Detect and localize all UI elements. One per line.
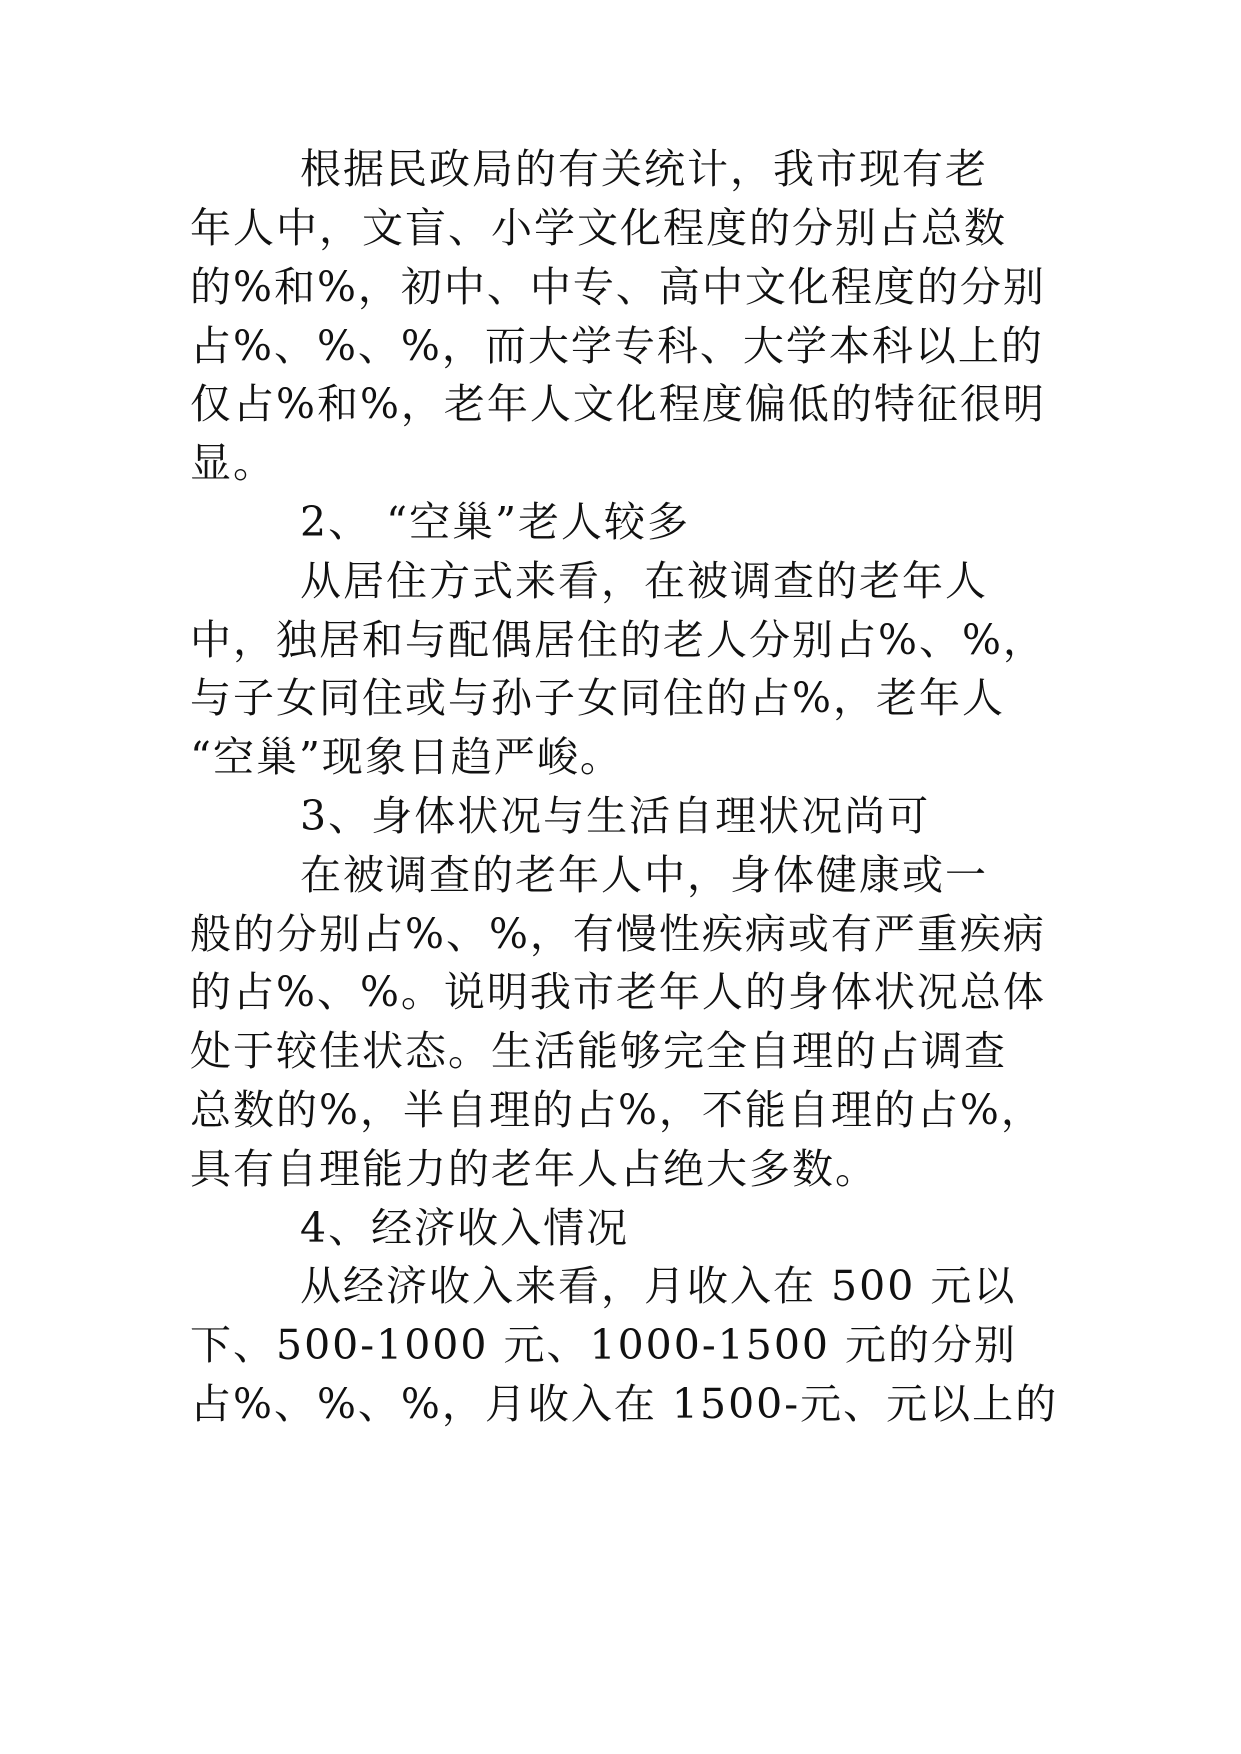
paragraph-line: 的占%、%。说明我市老年人的身体状况总体	[190, 968, 1046, 1016]
section-heading: 4、经济收入情况	[300, 1204, 630, 1252]
section-heading: 3、身体状况与生活自理状况尚可	[300, 792, 931, 840]
paragraph-line: 的%和%，初中、中专、高中文化程度的分别	[190, 263, 1046, 311]
section-heading: 2、 “空巢”老人较多	[300, 498, 691, 546]
paragraph-line: 与子女同住或与孙子女同住的占%，老年人	[190, 674, 1005, 722]
paragraph-line: 总数的%，半自理的占%，不能自理的占%，	[190, 1086, 1044, 1134]
paragraph-line: “空巢”现象日趋严峻。	[190, 733, 623, 781]
paragraph-line: 具有自理能力的老年人占绝大多数。	[190, 1145, 878, 1193]
paragraph-line: 占%、%、%，月收入在 1500-元、元以上的	[190, 1380, 1059, 1428]
paragraph-line: 中，独居和与配偶居住的老人分别占%、%，	[190, 616, 1046, 664]
paragraph-line: 处于较佳状态。生活能够完全自理的占调查	[190, 1027, 1007, 1075]
paragraph-line: 从居住方式来看，在被调查的老年人	[300, 557, 988, 605]
paragraph-line: 仅占%和%，老年人文化程度偏低的特征很明	[190, 380, 1046, 428]
paragraph-line: 般的分别占%、%，有慢性疾病或有严重疾病	[190, 910, 1046, 958]
paragraph-line: 显。	[190, 439, 276, 487]
paragraph-line: 占%、%、%，而大学专科、大学本科以上的	[190, 322, 1044, 370]
paragraph-line: 根据民政局的有关统计，我市现有老	[300, 145, 988, 193]
paragraph-line: 下、500-1000 元、1000-1500 元的分别	[190, 1321, 1018, 1369]
paragraph-line: 年人中，文盲、小学文化程度的分别占总数	[190, 204, 1007, 252]
paragraph-line: 从经济收入来看，月收入在 500 元以	[300, 1262, 1017, 1310]
paragraph-line: 在被调查的老年人中，身体健康或一	[300, 851, 988, 899]
